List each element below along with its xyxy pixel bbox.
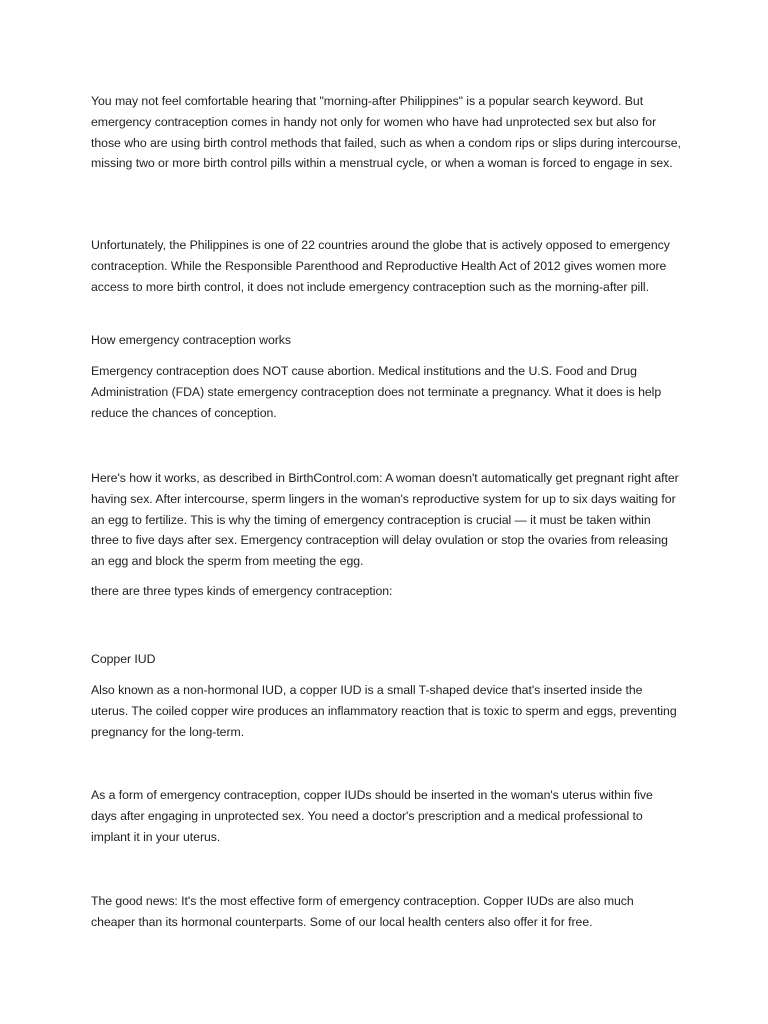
types-intro-line: there are three types kinds of emergency contraception: (91, 584, 393, 598)
no-abortion-paragraph: Emergency contraception does NOT cause abortion. Medical institutions and the U.S. Food and Drug Administration (FDA) state emergency contraception does not terminate a pregnancy. What it does is help reduce the chances of conception. (91, 364, 662, 420)
intro-paragraph: You may not feel comfortable hearing that "morning-after Philippines" is a popular search keyword. But emergency contraception comes in handy not only for women who have had unprotected sex but also for those who are using birth control methods that failed, such as when a condom rips or slips during intercourse, missing two or more birth control pills within a menstrual cycle, or when a woman is forced to engage in sex. (91, 94, 681, 171)
philippines-context-paragraph: Unfortunately, the Philippines is one of 22 countries around the globe that is actively opposed to emergency contraception. While the Responsible Parenthood and Reproductive Health Act of 2012 gives women more access to more birth control, it does not include emergency contraception such as the morning-after pill. (91, 238, 670, 294)
copper-iud-description-paragraph: Also known as a non-hormonal IUD, a copper IUD is a small T-shaped device that's inserted inside the uterus. The coiled copper wire produces an inflammatory reaction that is toxic to sperm and eggs, preventing pregnancy for the long-term. (91, 683, 677, 739)
good-news-paragraph: The good news: It's the most effective form of emergency contraception. Copper IUDs are also much cheaper than its hormonal counterparts. Some of our local health centers also offer it for free. (91, 894, 634, 929)
section-heading-how-it-works: How emergency contraception works (91, 333, 291, 347)
how-it-works-paragraph: Here's how it works, as described in BirthControl.com: A woman doesn't automatically get pregnant right after having sex. After intercourse, sperm lingers in the woman's reproductive system for up to six days waiting for an egg to fertilize. This is why the timing of emergency contraception is crucial — it must be taken within three to five days after sex. Emergency contraception will delay ovulation or stop the ovaries from releasing an egg and block the sperm from meeting the egg. (91, 471, 679, 569)
section-heading-copper-iud: Copper IUD (91, 652, 156, 666)
copper-iud-timing-paragraph: As a form of emergency contraception, copper IUDs should be inserted in the woman's uterus within five days after engaging in unprotected sex. You need a doctor's prescription and a medical professional to implant it in your uterus. (91, 788, 653, 844)
